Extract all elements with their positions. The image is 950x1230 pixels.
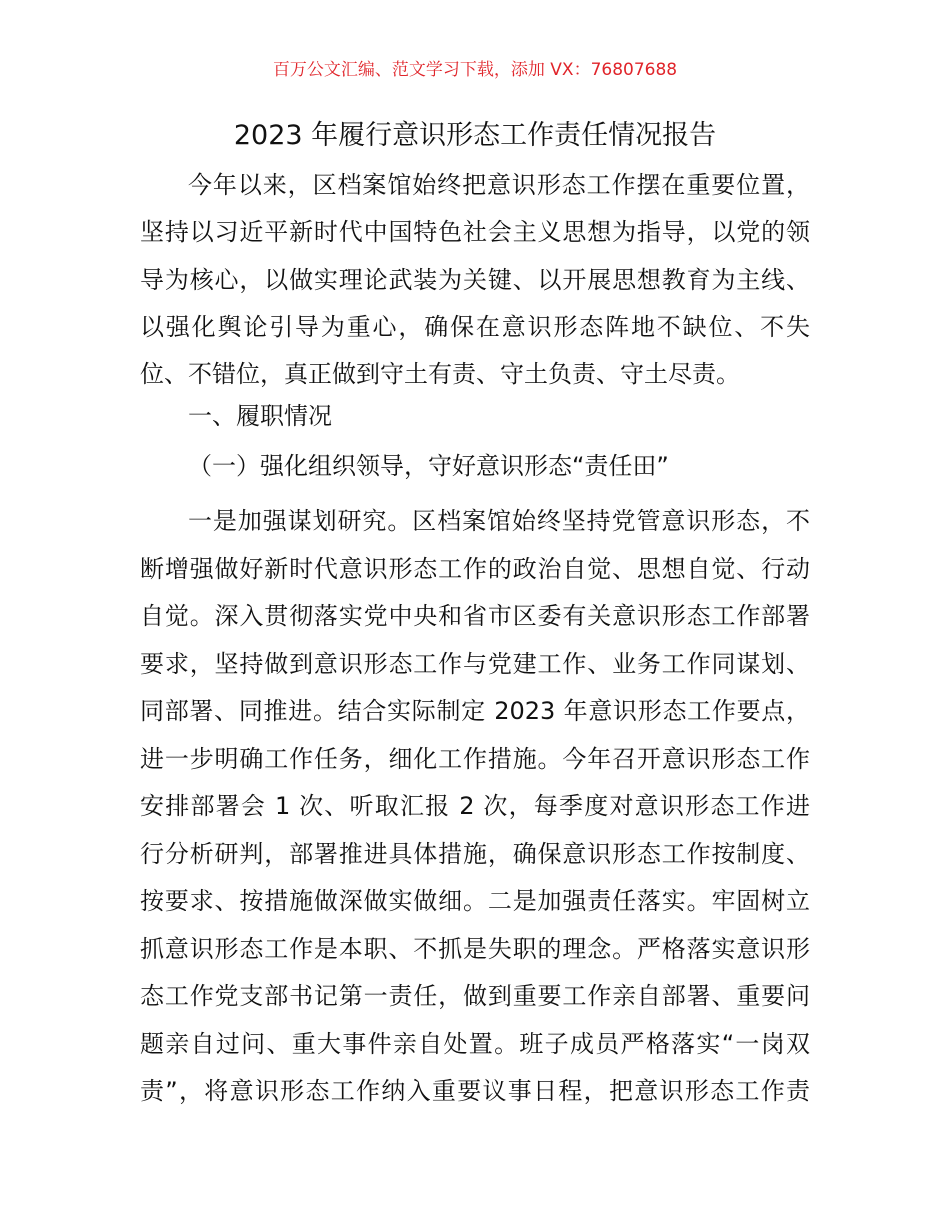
paragraph-line: 坚持以习近平新时代中国特色社会主义思想为指导，以党的领	[140, 218, 810, 246]
watermark-header: 百万公文汇编、范文学习下载，添加 VX：76807688	[272, 60, 678, 80]
paragraph-line: 导为核心，以做实理论武装为关键、以开展思想教育为主线、	[140, 266, 810, 294]
paragraph-line: 安排部署会 1 次、听取汇报 2 次，每季度对意识形态工作进	[140, 792, 810, 820]
paragraph-line: 责”，将意识形态工作纳入重要议事日程，把意识形态工作责	[140, 1077, 810, 1105]
paragraph-line: 断增强做好新时代意识形态工作的政治自觉、思想自觉、行动	[140, 555, 810, 583]
paragraph-line: 要求，坚持做到意识形态工作与党建工作、业务工作同谋划、	[140, 650, 810, 678]
paragraph-line: 题亲自过问、重大事件亲自处置。班子成员严格落实“一岗双	[140, 1030, 810, 1058]
paragraph-line: 自觉。深入贯彻落实党中央和省市区委有关意识形态工作部署	[140, 602, 810, 630]
document-title: 2023 年履行意识形态工作责任情况报告	[233, 120, 717, 151]
paragraph-line: 以强化舆论引导为重心，确保在意识形态阵地不缺位、不失	[140, 313, 810, 341]
paragraph-line: 行分析研判，部署推进具体措施，确保意识形态工作按制度、	[140, 840, 810, 868]
paragraph-line: 态工作党支部书记第一责任，做到重要工作亲自部署、重要问	[140, 982, 810, 1010]
paragraph-line: 按要求、按措施做深做实做细。二是加强责任落实。牢固树立	[140, 887, 810, 915]
subsection-heading: （一）强化组织领导，守好意识形态“责任田”	[188, 452, 669, 480]
paragraph-line: 位、不错位，真正做到守土有责、守土负责、守土尽责。	[140, 360, 740, 388]
paragraph-line: 同部署、同推进。结合实际制定 2023 年意识形态工作要点，	[140, 697, 810, 725]
paragraph-line: 进一步明确工作任务，细化工作措施。今年召开意识形态工作	[140, 745, 810, 773]
section-heading: 一、履职情况	[188, 402, 332, 430]
paragraph-line: 今年以来，区档案馆始终把意识形态工作摆在重要位置，	[188, 171, 810, 199]
paragraph-line: 一是加强谋划研究。区档案馆始终坚持党管意识形态，不	[188, 507, 810, 535]
paragraph-line: 抓意识形态工作是本职、不抓是失职的理念。严格落实意识形	[140, 935, 810, 963]
